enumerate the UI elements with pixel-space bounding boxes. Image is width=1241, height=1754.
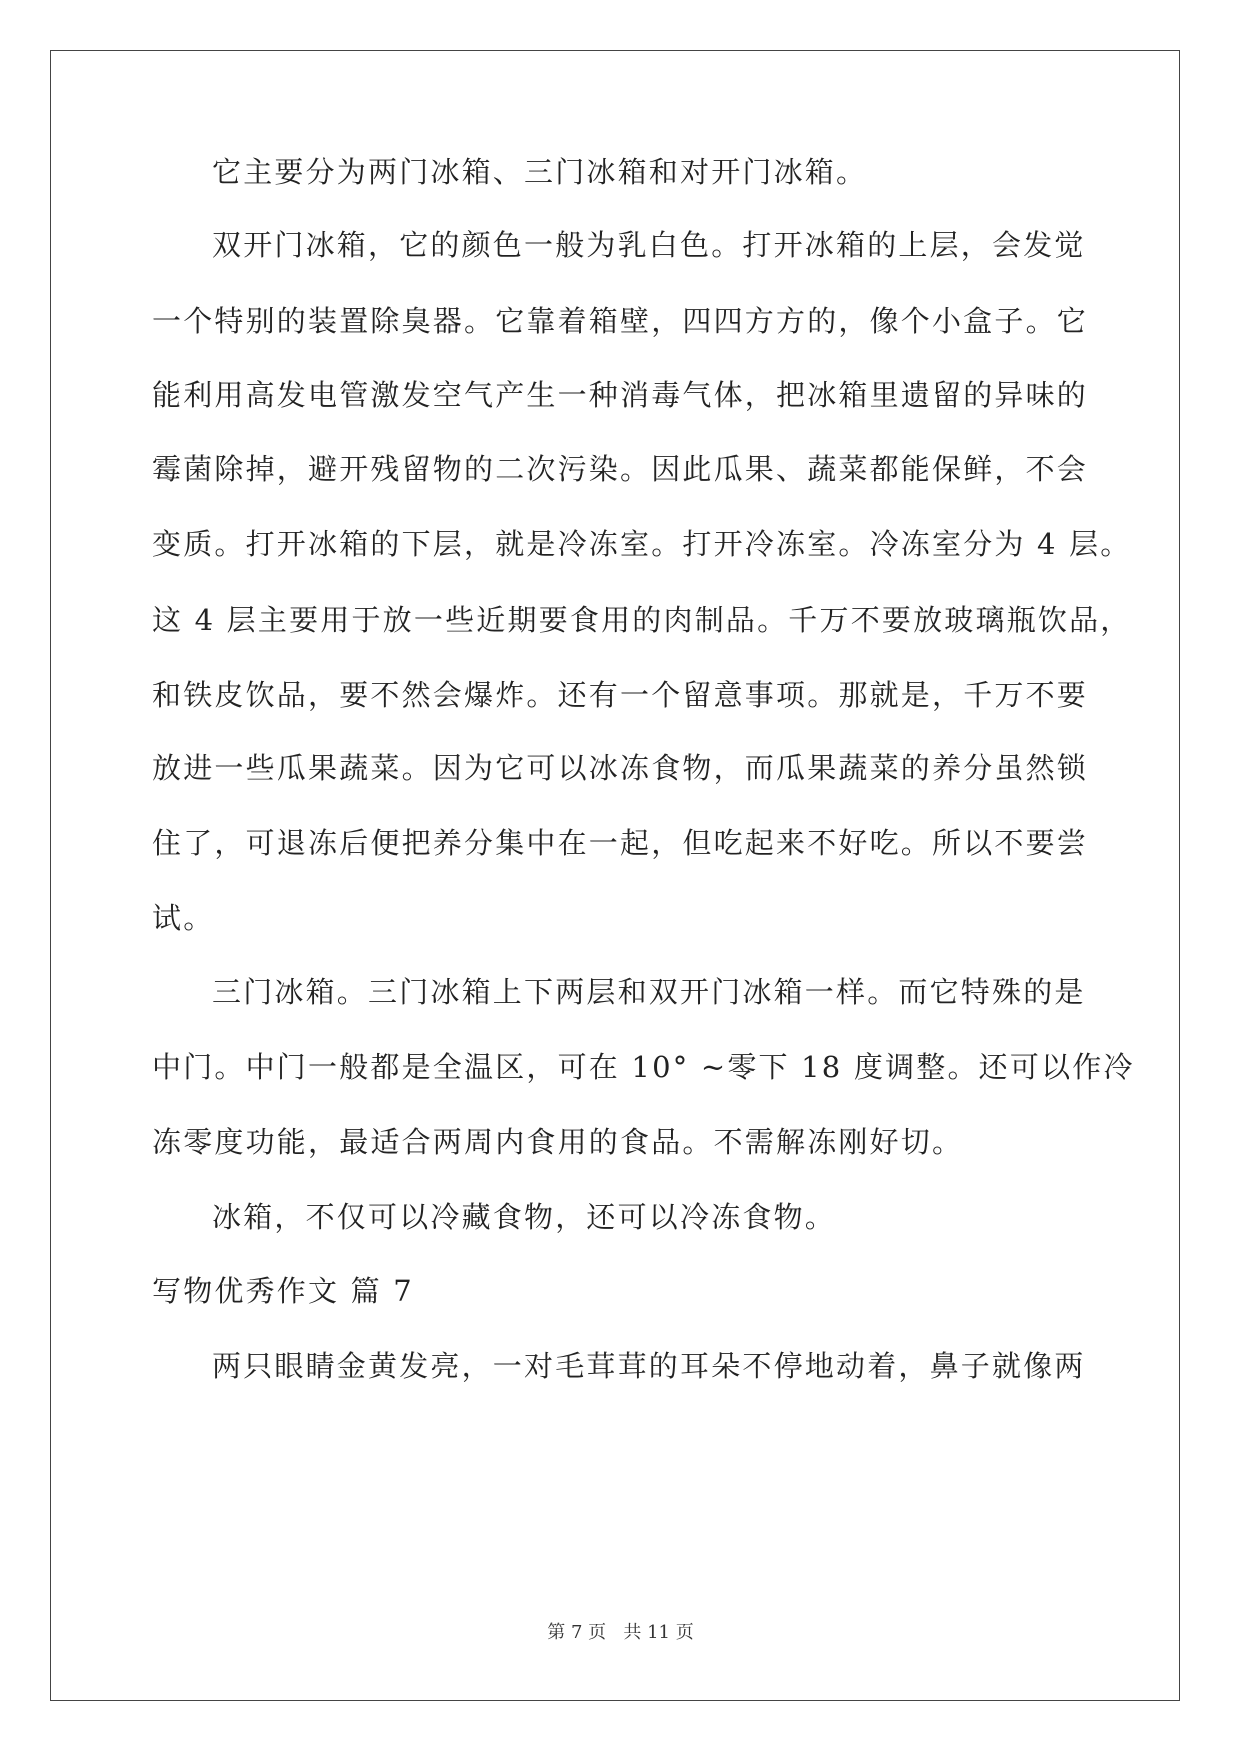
paragraph-line: 一个特别的装置除臭器。它靠着箱壁，四四方方的，像个小盒子。它 — [152, 304, 1089, 338]
paragraph-line: 它主要分为两门冰箱、三门冰箱和对开门冰箱。 — [212, 155, 868, 189]
paragraph-line: 三门冰箱。三门冰箱上下两层和双开门冰箱一样。而它特殊的是 — [212, 975, 1086, 1009]
paragraph-line: 中门。中门一般都是全温区，可在 10° ~零下 18 度调整。还可以作冷 — [152, 1050, 1135, 1084]
paragraph-line: 和铁皮饮品，要不然会爆炸。还有一个留意事项。那就是，千万不要 — [152, 678, 1089, 712]
section-heading: 写物优秀作文 篇 7 — [152, 1274, 414, 1308]
paragraph-line: 住了，可退冻后便把养分集中在一起，但吃起来不好吃。所以不要尝 — [152, 826, 1089, 860]
paragraph-line: 霉菌除掉，避开残留物的二次污染。因此瓜果、蔬菜都能保鲜，不会 — [152, 452, 1089, 486]
paragraph-line: 双开门冰箱，它的颜色一般为乳白色。打开冰箱的上层，会发觉 — [212, 228, 1086, 262]
paragraph-line: 冰箱，不仅可以冷藏食物，还可以冷冻食物。 — [212, 1200, 837, 1234]
page-footer: 第 7 页 共 11 页 — [547, 1622, 694, 1643]
page-border — [50, 50, 1180, 1701]
paragraph-line: 放进一些瓜果蔬菜。因为它可以冰冻食物，而瓜果蔬菜的养分虽然锁 — [152, 751, 1089, 785]
paragraph-line: 这 4 层主要用于放一些近期要食用的肉制品。千万不要放玻璃瓶饮品， — [152, 603, 1132, 637]
paragraph-line: 试。 — [152, 901, 215, 935]
paragraph-line: 两只眼睛金黄发亮，一对毛茸茸的耳朵不停地动着，鼻子就像两 — [212, 1349, 1086, 1383]
paragraph-line: 变质。打开冰箱的下层，就是冷冻室。打开冷冻室。冷冻室分为 4 层。 — [152, 527, 1132, 561]
paragraph-line: 冻零度功能，最适合两周内食用的食品。不需解冻刚好切。 — [152, 1125, 964, 1159]
paragraph-line: 能利用高发电管激发空气产生一种消毒气体，把冰箱里遗留的异味的 — [152, 378, 1089, 412]
